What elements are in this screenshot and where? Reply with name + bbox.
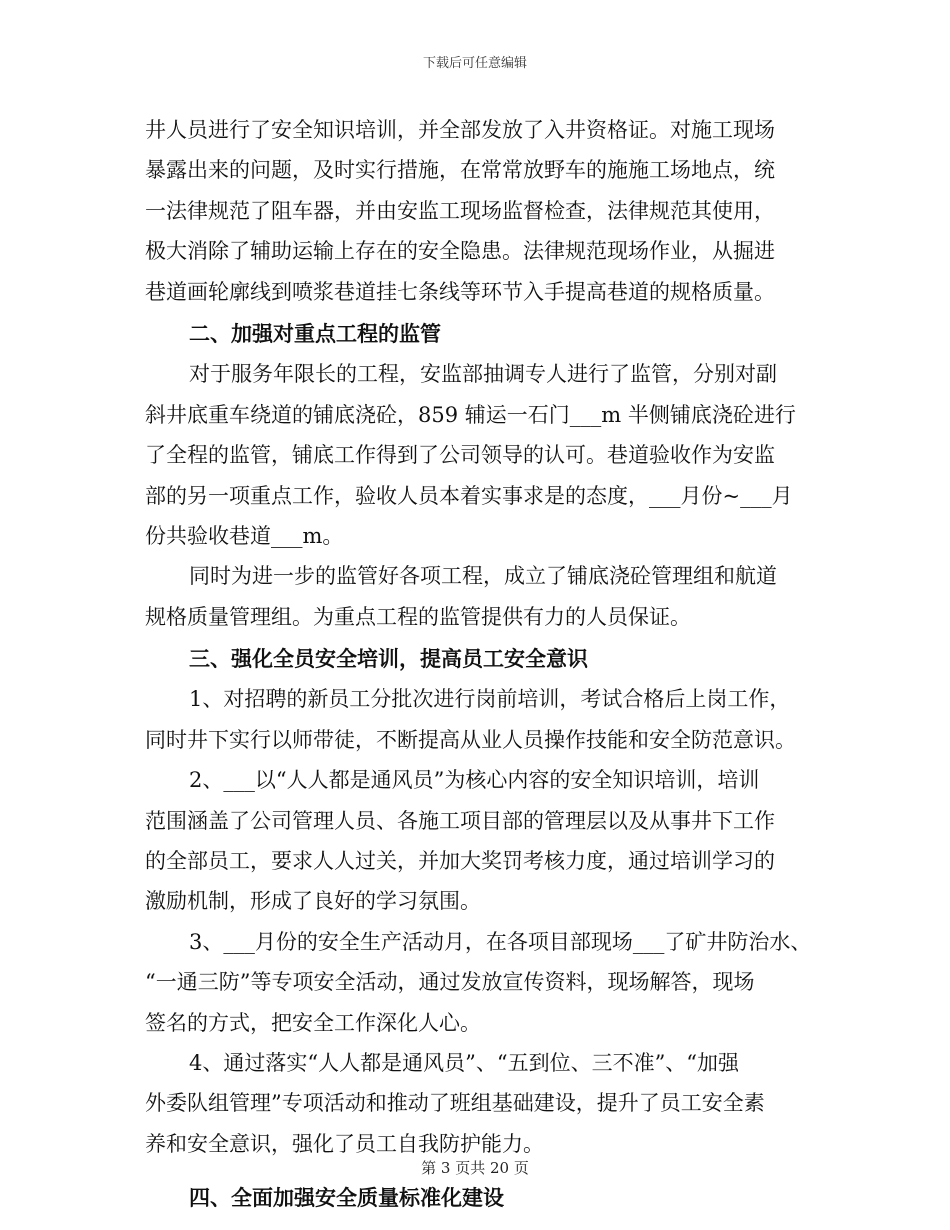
paragraph-line: 份共验收巷道___m。: [145, 523, 344, 548]
paragraph-line: 暴露出来的问题，及时实行措施，在常常放野车的施施工场地点，统: [145, 158, 775, 183]
paragraph-line: 3、___月份的安全生产活动月，在各项目部现场___了矿井防治水、: [189, 929, 812, 954]
document-body: [145, 110, 815, 1219]
paragraph-line: 4、通过落实“人人都是通风员”、“五到位、三不准”、“加强: [189, 1050, 740, 1075]
section-heading: 二、加强对重点工程的监管: [189, 320, 441, 346]
paragraph-line: 同时为进一步的监管好各项工程，成立了铺底浇砼管理组和航道: [189, 564, 777, 589]
paragraph-line: 养和安全意识，强化了员工自我防护能力。: [145, 1131, 544, 1156]
paragraph-line: 1、对招聘的新员工分批次进行岗前培训，考试合格后上岗工作，: [189, 687, 791, 712]
paragraph-line: 规格质量管理组。为重点工程的监管提供有力的人员保证。: [145, 604, 691, 629]
paragraph-line: “一通三防”等专项安全活动，通过发放宣传资料，现场解答，现场: [145, 970, 755, 995]
paragraph-line: 的全部员工，要求人人过关，并加大奖罚考核力度，通过培训学习的: [145, 849, 775, 874]
paragraph-line: 部的另一项重点工作，验收人员本着实事求是的态度，___月份~___月: [145, 483, 793, 508]
paragraph-line: 巷道画轮廓线到喷浆巷道挂七条线等环节入手提高巷道的规格质量。: [145, 279, 775, 304]
section-heading: 三、强化全员安全培训，提高员工安全意识: [189, 646, 588, 672]
paragraph-line: 同时井下实行以师带徒，不断提高从业人员操作技能和安全防范意识。: [145, 727, 796, 752]
paragraph-line: 范围涵盖了公司管理人员、各施工项目部的管理层以及从事井下工作: [145, 808, 775, 833]
paragraph-line: 极大消除了辅助运输上存在的安全隐患。法律规范现场作业，从掘进: [145, 239, 775, 264]
paragraph-line: 2、___以“人人都是通风员”为核心内容的安全知识培训，培训: [189, 768, 760, 793]
paragraph-line: 斜井底重车绕道的铺底浇砼，859 辅运一石门___m 半侧铺底浇砼进行: [145, 402, 796, 427]
paragraph-line: 对于服务年限长的工程，安监部抽调专人进行了监管，分别对副: [189, 362, 777, 387]
paragraph-line: 井人员进行了安全知识培训，并全部发放了入井资格证。对施工现场: [145, 118, 775, 142]
paragraph-line: 激励机制，形成了良好的学习氛围。: [145, 889, 481, 914]
section-heading: 四、全面加强安全质量标准化建设: [189, 1185, 504, 1211]
page-footer: 第 3 页共 20 页: [421, 1159, 529, 1177]
paragraph-line: 外委队组管理”专项活动和推动了班组基础建设，提升了员工安全素: [145, 1091, 765, 1116]
paragraph-line: 了全程的监管，铺底工作得到了公司领导的认可。巷道验收作为安监: [145, 443, 775, 468]
page-header: 下载后可任意编辑: [422, 56, 527, 71]
paragraph-line: 一法律规范了阻车器，并由安监工现场监督检查，法律规范其使用，: [145, 198, 775, 223]
paragraph-line: 签名的方式，把安全工作深化人心。: [145, 1010, 481, 1035]
